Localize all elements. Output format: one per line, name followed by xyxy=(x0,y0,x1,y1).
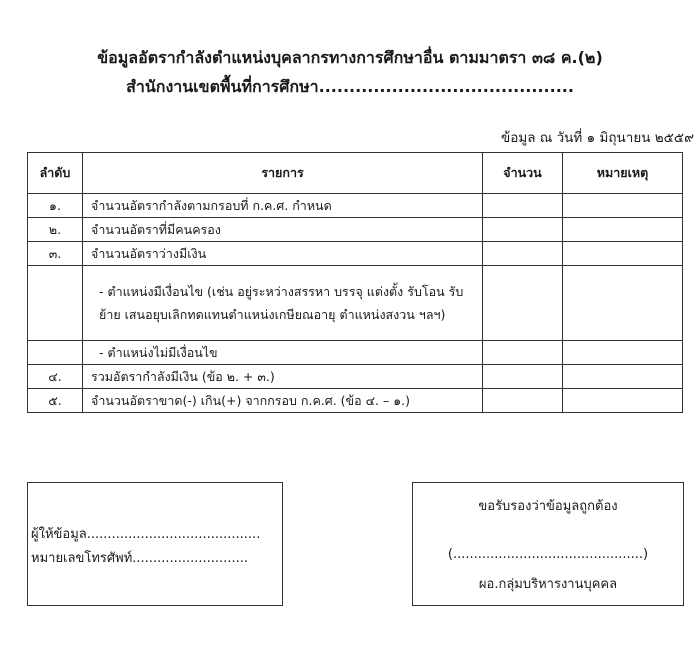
row-amount[interactable] xyxy=(483,218,563,242)
row-amount[interactable] xyxy=(483,266,563,341)
row-no: ๓. xyxy=(28,242,83,266)
office-name-line: สำนักงานเขตพื้นที่การศึกษา.......................................... xyxy=(126,77,574,96)
row-item: จำนวนอัตราว่างมีเงิน xyxy=(83,242,483,266)
header-amount: จำนวน xyxy=(483,153,563,194)
table-row xyxy=(28,218,683,242)
data-as-of-date: ข้อมูล ณ วันที่ ๑ มิถุนายน ๒๕๕๙ xyxy=(500,130,694,146)
row-item: จำนวนอัตราขาด(-) เกิน(+) จากกรอบ ก.ค.ศ. (ข้อ ๔. – ๑.) xyxy=(83,389,483,413)
table-row xyxy=(28,389,683,413)
row-amount[interactable] xyxy=(483,194,563,218)
row-amount[interactable] xyxy=(483,365,563,389)
row-remark[interactable] xyxy=(563,242,683,266)
row-item: จำนวนอัตรากำลังตามกรอบที่ ก.ค.ศ. กำหนด xyxy=(83,194,483,218)
informant-line[interactable]: ผู้ให้ข้อมูล.......................................... xyxy=(31,527,261,542)
header-remark: หมายเหตุ xyxy=(563,153,683,194)
row-amount[interactable] xyxy=(483,389,563,413)
table-header-row xyxy=(28,153,683,194)
document-title: ข้อมูลอัตรากำลังตำแหน่งบุคลากรทางการศึกษาอื่น ตามมาตรา ๓๘ ค.(๒) xyxy=(97,48,603,67)
row-item: จำนวนอัตราที่มีคนครอง xyxy=(83,218,483,242)
staffing-table xyxy=(27,152,683,413)
row-remark[interactable] xyxy=(563,365,683,389)
signature-line[interactable]: (..............................................) xyxy=(447,547,649,562)
row-item: รวมอัตรากำลังมีเงิน (ข้อ ๒. + ๓.) xyxy=(83,365,483,389)
row-no: ๕. xyxy=(28,389,83,413)
row-no: ๒. xyxy=(28,218,83,242)
row-item: - ตำแหน่งมีเงื่อนไข (เช่น อยู่ระหว่างสรรหา บรรจุ แต่งตั้ง รับโอน รับย้าย เสนอยุบเลิกทดแทนตำแหน่งเกษียณอายุ ตำแหน่งสงวน ฯลฯ) xyxy=(83,266,483,341)
header-item: รายการ xyxy=(83,153,483,194)
certification-box xyxy=(412,482,684,606)
row-remark[interactable] xyxy=(563,194,683,218)
table-row xyxy=(28,365,683,389)
table-row xyxy=(28,341,683,365)
row-amount[interactable] xyxy=(483,242,563,266)
phone-line[interactable]: หมายเลขโทรศัพท์............................ xyxy=(31,551,248,566)
row-remark[interactable] xyxy=(563,389,683,413)
row-no: ๔. xyxy=(28,365,83,389)
table-row xyxy=(28,242,683,266)
table-row xyxy=(28,194,683,218)
row-remark[interactable] xyxy=(563,218,683,242)
row-item: - ตำแหน่งไม่มีเงื่อนไข xyxy=(83,341,483,365)
row-no xyxy=(28,266,83,341)
row-remark[interactable] xyxy=(563,341,683,365)
signer-position: ผอ.กลุ่มบริหารงานบุคคล xyxy=(478,577,618,592)
table-row xyxy=(28,266,683,341)
header-no: ลำดับ xyxy=(28,153,83,194)
row-no: ๑. xyxy=(28,194,83,218)
certify-statement: ขอรับรองว่าข้อมูลถูกต้อง xyxy=(478,499,618,514)
row-remark[interactable] xyxy=(563,266,683,341)
row-no xyxy=(28,341,83,365)
informant-box xyxy=(27,482,283,606)
row-amount[interactable] xyxy=(483,341,563,365)
